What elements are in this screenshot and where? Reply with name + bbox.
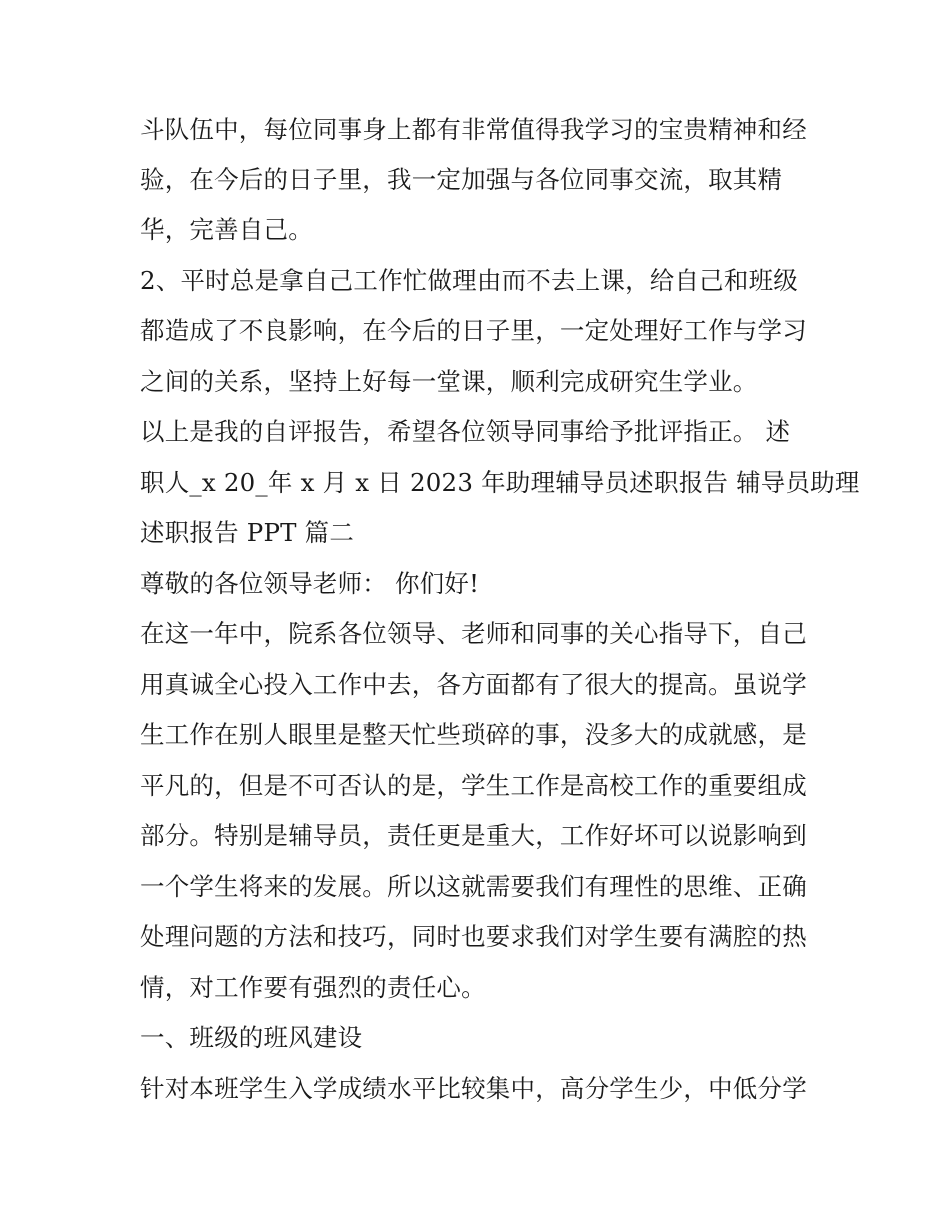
text-line: 针对本班学生入学成绩水平比较集中，高分学生少，中低分学 (140, 1074, 807, 1103)
text-line: 处理问题的方法和技巧，同时也要求我们对学生要有满腔的热 (140, 922, 807, 951)
text-line: 情，对工作要有强烈的责任心。 (140, 973, 486, 1002)
text-line: 以上是我的自评报告，希望各位领导同事给予批评指正。 述 (140, 417, 791, 446)
text-line: 述职报告 PPT 篇二 (140, 518, 355, 547)
text-line: 之间的关系，坚持上好每一堂课，顺利完成研究生学业。 (140, 367, 758, 396)
text-line: 用真诚全心投入工作中去，各方面都有了很大的提高。虽说学 (140, 670, 807, 699)
text-line: 平凡的，但是不可否认的是，学生工作是高校工作的重要组成 (140, 771, 807, 800)
text-line: 职人_x 20_年 x 月 x 日 2023 年助理辅导员述职报告 辅导员助理 (140, 468, 860, 497)
text-line: 生工作在别人眼里是整天忙些琐碎的事，没多大的成就感，是 (140, 720, 807, 749)
text-line: 部分。特别是辅导员，责任更是重大，工作好坏可以说影响到 (140, 821, 807, 850)
section-heading: 一、班级的班风建设 (140, 1023, 363, 1052)
text-line: 2、平时总是拿自己工作忙做理由而不去上课，给自己和班级 (140, 266, 798, 295)
text-line: 尊敬的各位领导老师： 你们好! (140, 569, 480, 598)
text-line: 验，在今后的日子里，我一定加强与各位同事交流，取其精 (140, 165, 783, 194)
text-line: 一个学生将来的发展。所以这就需要我们有理性的思维、正确 (140, 872, 807, 901)
text-line: 华，完善自己。 (140, 215, 313, 244)
text-line: 在这一年中，院系各位领导、老师和同事的关心指导下，自己 (140, 619, 807, 648)
text-line: 都造成了不良影响，在今后的日子里，一定处理好工作与学习 (140, 316, 807, 345)
text-line: 斗队伍中，每位同事身上都有非常值得我学习的宝贵精神和经 (140, 115, 807, 144)
